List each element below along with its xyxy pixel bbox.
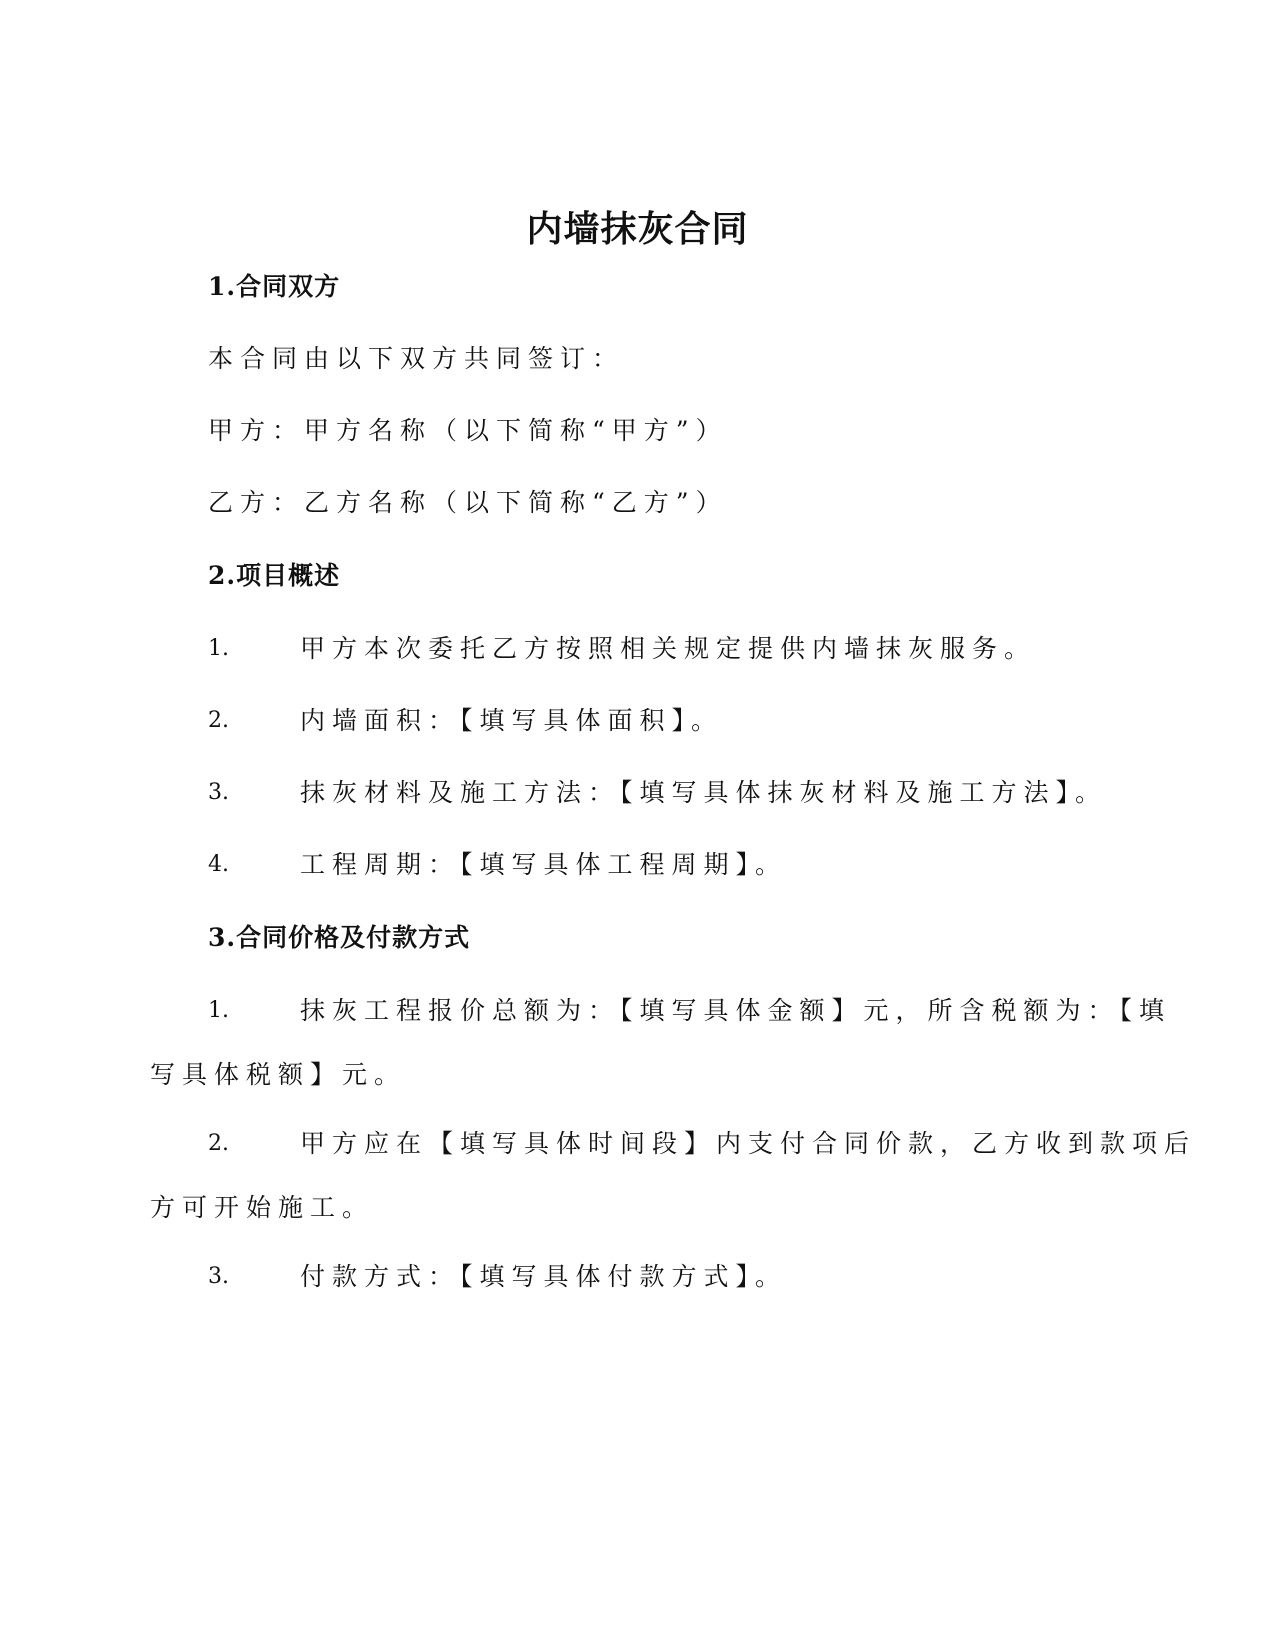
section-heading-parties bbox=[208, 270, 340, 304]
section-heading-text: 合同双方 bbox=[236, 272, 341, 301]
list-item bbox=[150, 994, 1172, 1092]
list-marker: 3. bbox=[208, 1264, 229, 1289]
section-heading-overview bbox=[208, 559, 340, 593]
list-marker: 1. bbox=[208, 636, 229, 661]
list-marker: 4. bbox=[208, 852, 229, 877]
list-item-continuation: 写具体税额】元。 bbox=[150, 1060, 407, 1089]
section-heading-text: 项目概述 bbox=[236, 561, 341, 590]
list-marker: 1. bbox=[208, 998, 229, 1023]
list-item-text: 工程周期：【填写具体工程周期】。 bbox=[300, 850, 788, 879]
section-heading-text: 合同价格及付款方式 bbox=[236, 923, 471, 952]
list-marker: 2. bbox=[208, 708, 229, 733]
list-item bbox=[150, 1127, 1197, 1225]
section-heading-price-payment bbox=[208, 921, 470, 955]
section-number: 2. bbox=[208, 561, 237, 590]
list-item-text: 甲方本次委托乙方按照相关规定提供内墙抹灰服务。 bbox=[300, 634, 1037, 663]
list-item-text: 抹灰材料及施工方法：【填写具体抹灰材料及施工方法】。 bbox=[300, 778, 1108, 807]
party-a-line: 甲方：甲方名称（以下简称“甲方”） bbox=[208, 416, 728, 445]
list-item-continuation: 方可开始施工。 bbox=[150, 1193, 375, 1222]
list-marker: 2. bbox=[208, 1131, 229, 1156]
parties-intro: 本合同由以下双方共同签订： bbox=[208, 344, 625, 373]
list-marker: 3. bbox=[208, 780, 229, 805]
section-number: 3. bbox=[208, 923, 237, 952]
party-b-line: 乙方：乙方名称（以下简称“乙方”） bbox=[208, 488, 728, 517]
list-item-text: 内墙面积：【填写具体面积】。 bbox=[300, 706, 724, 735]
list-item-text: 抹灰工程报价总额为：【填写具体金额】元，所含税额为：【填 bbox=[300, 996, 1172, 1025]
document-title: 内墙抹灰合同 bbox=[526, 209, 749, 250]
list-item-text: 付款方式：【填写具体付款方式】。 bbox=[300, 1262, 788, 1291]
list-item-text: 甲方应在【填写具体时间段】内支付合同价款，乙方收到款项后 bbox=[300, 1129, 1197, 1158]
section-number: 1. bbox=[208, 272, 237, 301]
